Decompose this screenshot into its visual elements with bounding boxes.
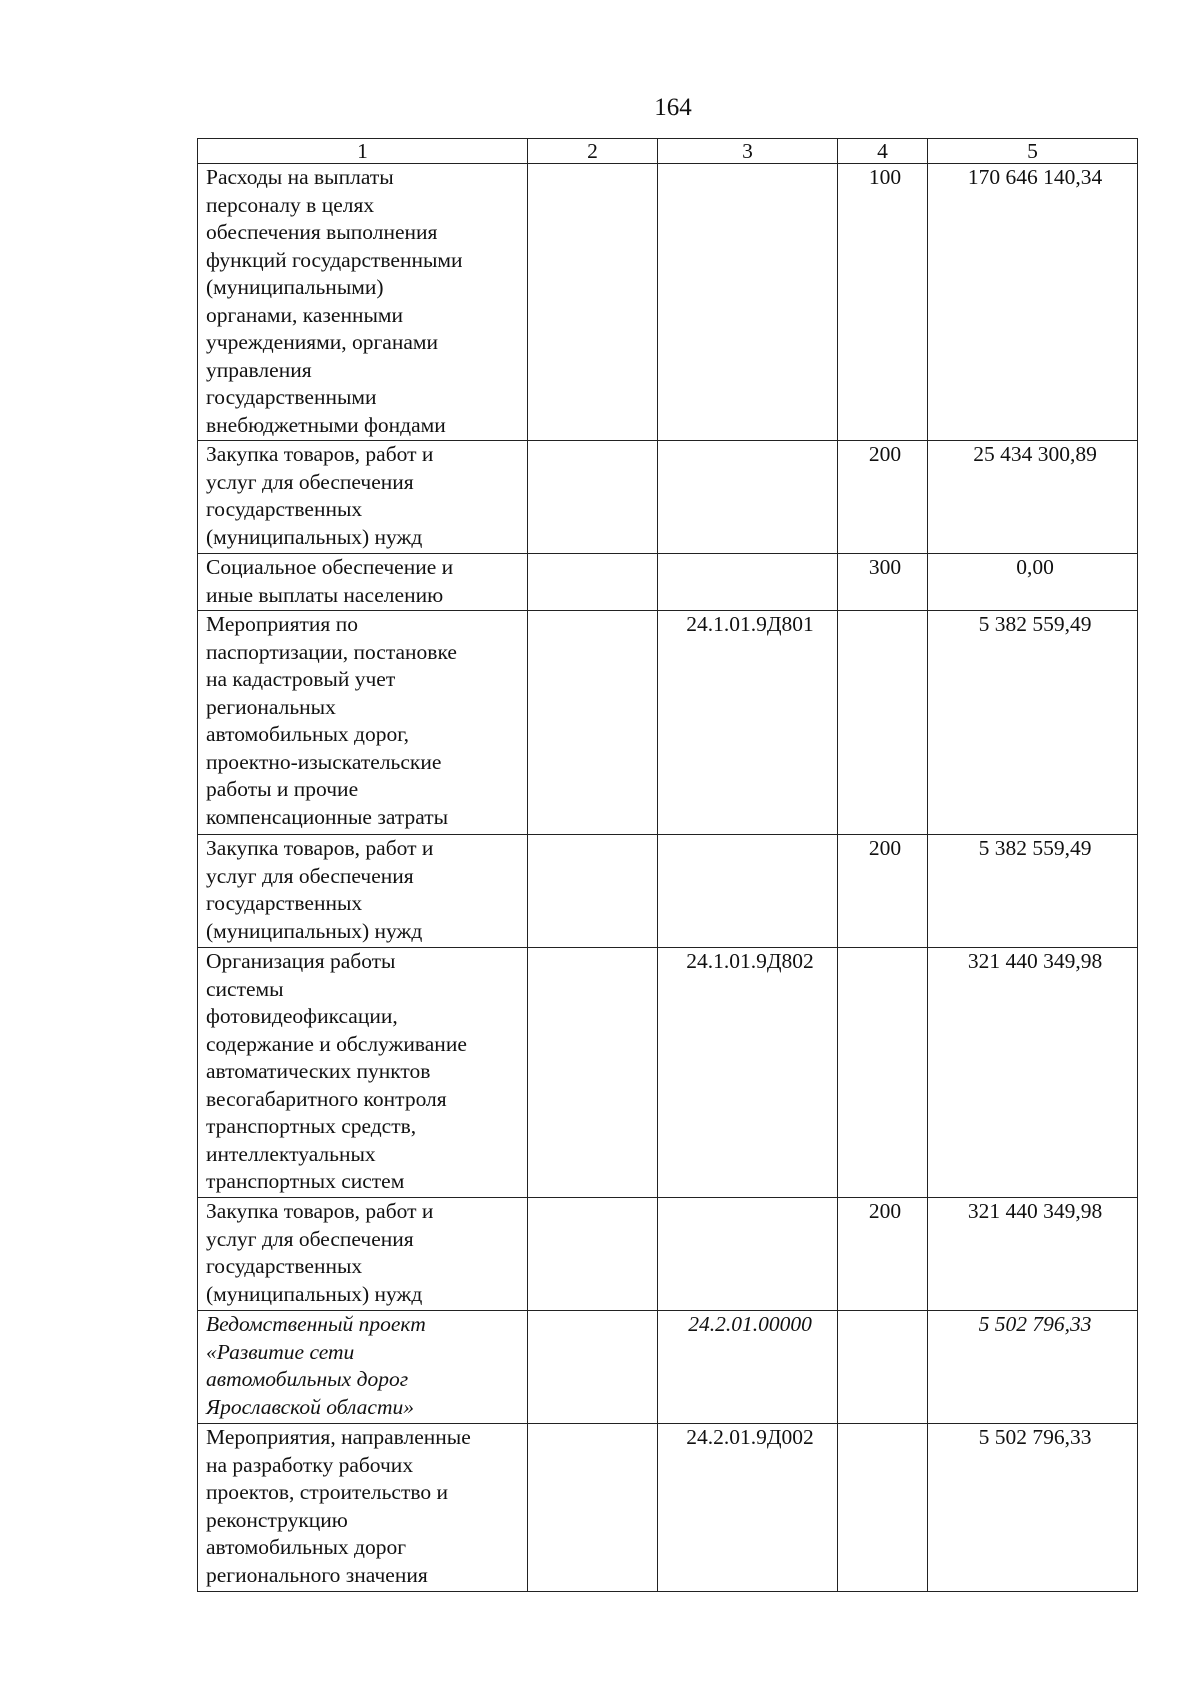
row-type: 200 — [838, 441, 928, 554]
row-type — [838, 948, 928, 1198]
table-row — [198, 611, 1138, 835]
row-code: 24.2.01.00000 — [658, 1311, 838, 1424]
table-header-row — [198, 139, 1138, 164]
column-header: 1 — [198, 139, 528, 164]
row-col2 — [528, 1311, 658, 1424]
row-amount: 5 502 796,33 — [928, 1424, 1138, 1592]
table-row — [198, 554, 1138, 611]
row-amount: 5 502 796,33 — [928, 1311, 1138, 1424]
row-amount: 170 646 140,34 — [928, 164, 1138, 441]
column-header: 4 — [838, 139, 928, 164]
row-amount: 25 434 300,89 — [928, 441, 1138, 554]
row-name: Ведомственный проект «Развитие сети автомобильных дорог Ярославской области» — [198, 1311, 528, 1424]
row-name: Организация работы системы фотовидеофиксации, содержание и обслуживание автоматических пунктов весогабаритного контроля транспортных средств, интеллектуальных транспортных систем — [198, 948, 528, 1198]
row-type: 200 — [838, 835, 928, 948]
table-row — [198, 835, 1138, 948]
row-type — [838, 611, 928, 835]
row-code: 24.2.01.9Д002 — [658, 1424, 838, 1592]
row-name: Социальное обеспечение и иные выплаты населению — [198, 554, 528, 611]
row-code — [658, 164, 838, 441]
row-col2 — [528, 1424, 658, 1592]
row-code: 24.1.01.9Д802 — [658, 948, 838, 1198]
table-row-project — [198, 1311, 1138, 1424]
row-col2 — [528, 554, 658, 611]
table-row — [198, 1198, 1138, 1311]
row-code — [658, 835, 838, 948]
row-amount: 0,00 — [928, 554, 1138, 611]
column-header: 2 — [528, 139, 658, 164]
row-name: Закупка товаров, работ и услуг для обеспечения государственных (муниципальных) нужд — [198, 441, 528, 554]
row-amount: 321 440 349,98 — [928, 1198, 1138, 1311]
row-code: 24.1.01.9Д801 — [658, 611, 838, 835]
row-code — [658, 1198, 838, 1311]
table-row — [198, 1424, 1138, 1592]
row-code — [658, 554, 838, 611]
row-col2 — [528, 611, 658, 835]
row-type — [838, 1311, 928, 1424]
table-row — [198, 441, 1138, 554]
table-row — [198, 948, 1138, 1198]
column-header: 3 — [658, 139, 838, 164]
page-number: 164 — [654, 94, 692, 121]
row-col2 — [528, 1198, 658, 1311]
row-name: Расходы на выплаты персоналу в целях обеспечения выполнения функций государственными (муниципальными) органами, казенными учреждениями, органами управления государственными внебюджетными фондами — [198, 164, 528, 441]
row-col2 — [528, 164, 658, 441]
row-col2 — [528, 441, 658, 554]
row-amount: 321 440 349,98 — [928, 948, 1138, 1198]
budget-table — [197, 138, 1138, 1592]
row-type: 100 — [838, 164, 928, 441]
row-name: Закупка товаров, работ и услуг для обеспечения государственных (муниципальных) нужд — [198, 835, 528, 948]
row-col2 — [528, 948, 658, 1198]
row-type — [838, 1424, 928, 1592]
row-amount: 5 382 559,49 — [928, 611, 1138, 835]
table-row — [198, 164, 1138, 441]
row-name: Мероприятия по паспортизации, постановке на кадастровый учет региональных автомобильных дорог, проектно-изыскательские работы и прочие компенсационные затраты — [198, 611, 528, 835]
row-type: 200 — [838, 1198, 928, 1311]
row-name: Мероприятия, направленные на разработку рабочих проектов, строительство и реконструкцию автомобильных дорог регионального значения — [198, 1424, 528, 1592]
row-type: 300 — [838, 554, 928, 611]
row-code — [658, 441, 838, 554]
column-header: 5 — [928, 139, 1138, 164]
row-col2 — [528, 835, 658, 948]
row-amount: 5 382 559,49 — [928, 835, 1138, 948]
row-name: Закупка товаров, работ и услуг для обеспечения государственных (муниципальных) нужд — [198, 1198, 528, 1311]
